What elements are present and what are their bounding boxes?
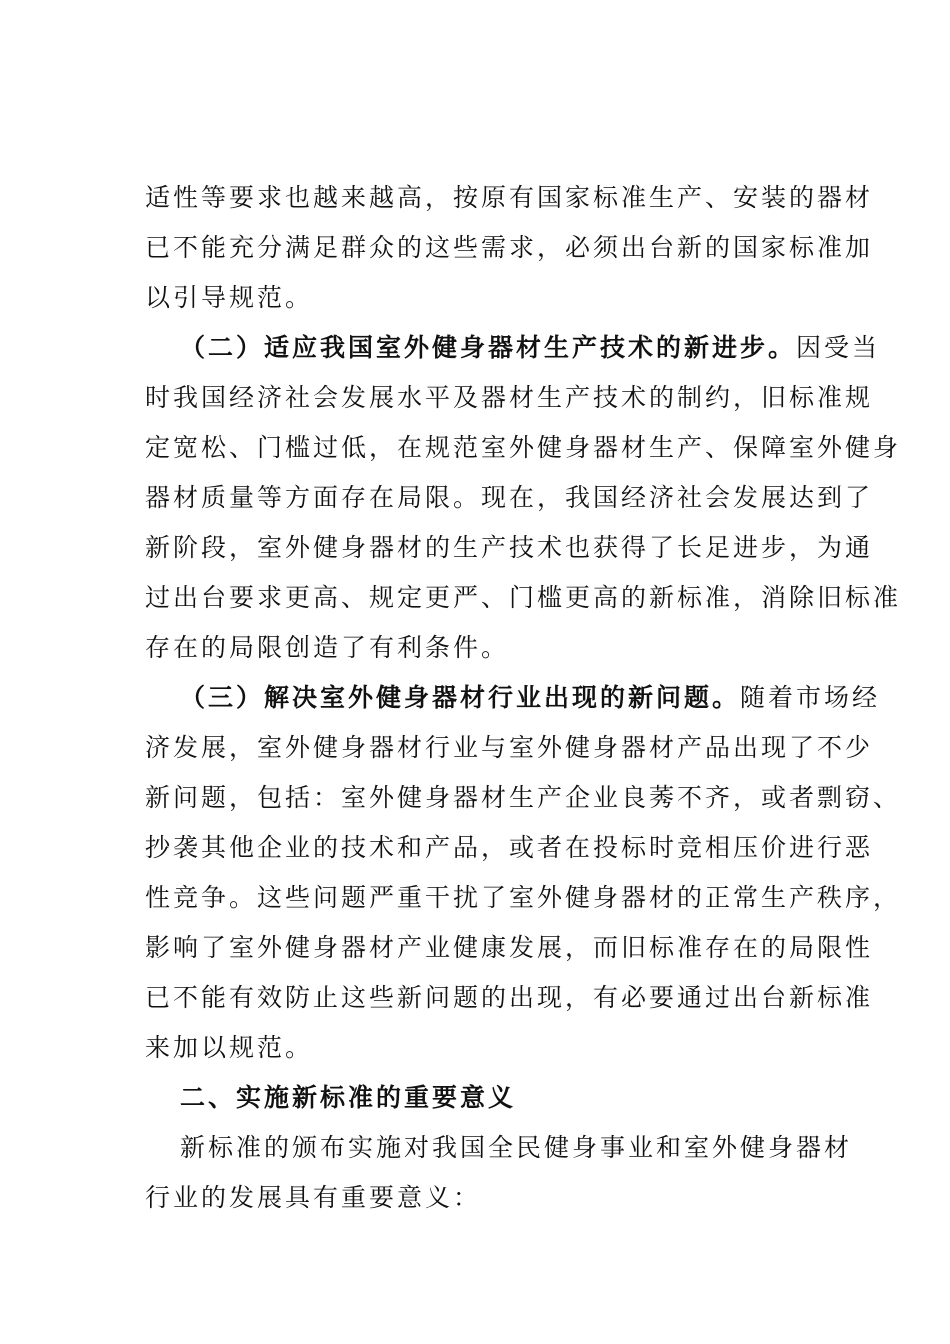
paragraph-line: 已不能充分满足群众的这些需求，必须出台新的国家标准加 bbox=[145, 233, 874, 262]
paragraph-line: 新阶段，室外健身器材的生产技术也获得了长足进步，为通 bbox=[145, 533, 874, 562]
paragraph-line: 抄袭其他企业的技术和产品，或者在投标时竞相压价进行恶 bbox=[145, 833, 874, 862]
paragraph-lead-rest: 随着市场经 bbox=[740, 683, 881, 712]
paragraph-line: 新问题，包括：室外健身器材生产企业良莠不齐，或者剽窃、 bbox=[145, 783, 902, 812]
paragraph-line: 过出台要求更高、规定更严、门槛更高的新标准，消除旧标准 bbox=[145, 583, 902, 612]
paragraph-line: 行业的发展具有重要意义： bbox=[145, 1183, 482, 1212]
paragraph-line: 影响了室外健身器材产业健康发展，而旧标准存在的局限性 bbox=[145, 933, 874, 962]
paragraph-bold-lead: （三）解决室外健身器材行业出现的新问题。 bbox=[180, 683, 741, 712]
paragraph-first-line bbox=[180, 673, 880, 723]
paragraph-line: 性竞争。这些问题严重干扰了室外健身器材的正常生产秩序， bbox=[145, 883, 902, 912]
paragraph-line: 存在的局限创造了有利条件。 bbox=[145, 633, 510, 662]
paragraph-first-line bbox=[180, 323, 880, 373]
section-heading: 二、实施新标准的重要意义 bbox=[180, 1083, 517, 1112]
paragraph-lead-rest: 因受当 bbox=[796, 333, 881, 362]
paragraph-line: 适性等要求也越来越高，按原有国家标准生产、安装的器材 bbox=[145, 183, 874, 212]
paragraph-line: 济发展，室外健身器材行业与室外健身器材产品出现了不少 bbox=[145, 733, 874, 762]
paragraph-line: 以引导规范。 bbox=[145, 283, 314, 312]
paragraph-bold-lead: （二）适应我国室外健身器材生产技术的新进步。 bbox=[180, 333, 797, 362]
paragraph-line: 器材质量等方面存在局限。现在，我国经济社会发展达到了 bbox=[145, 483, 874, 512]
paragraph-line: 来加以规范。 bbox=[145, 1033, 314, 1062]
paragraph-line: 时我国经济社会发展水平及器材生产技术的制约，旧标准规 bbox=[145, 383, 874, 412]
paragraph-line: 定宽松、门槛过低，在规范室外健身器材生产、保障室外健身 bbox=[145, 433, 902, 462]
paragraph-line: 已不能有效防止这些新问题的出现，有必要通过出台新标准 bbox=[145, 983, 874, 1012]
paragraph-line: 新标准的颁布实施对我国全民健身事业和室外健身器材 bbox=[180, 1133, 853, 1162]
